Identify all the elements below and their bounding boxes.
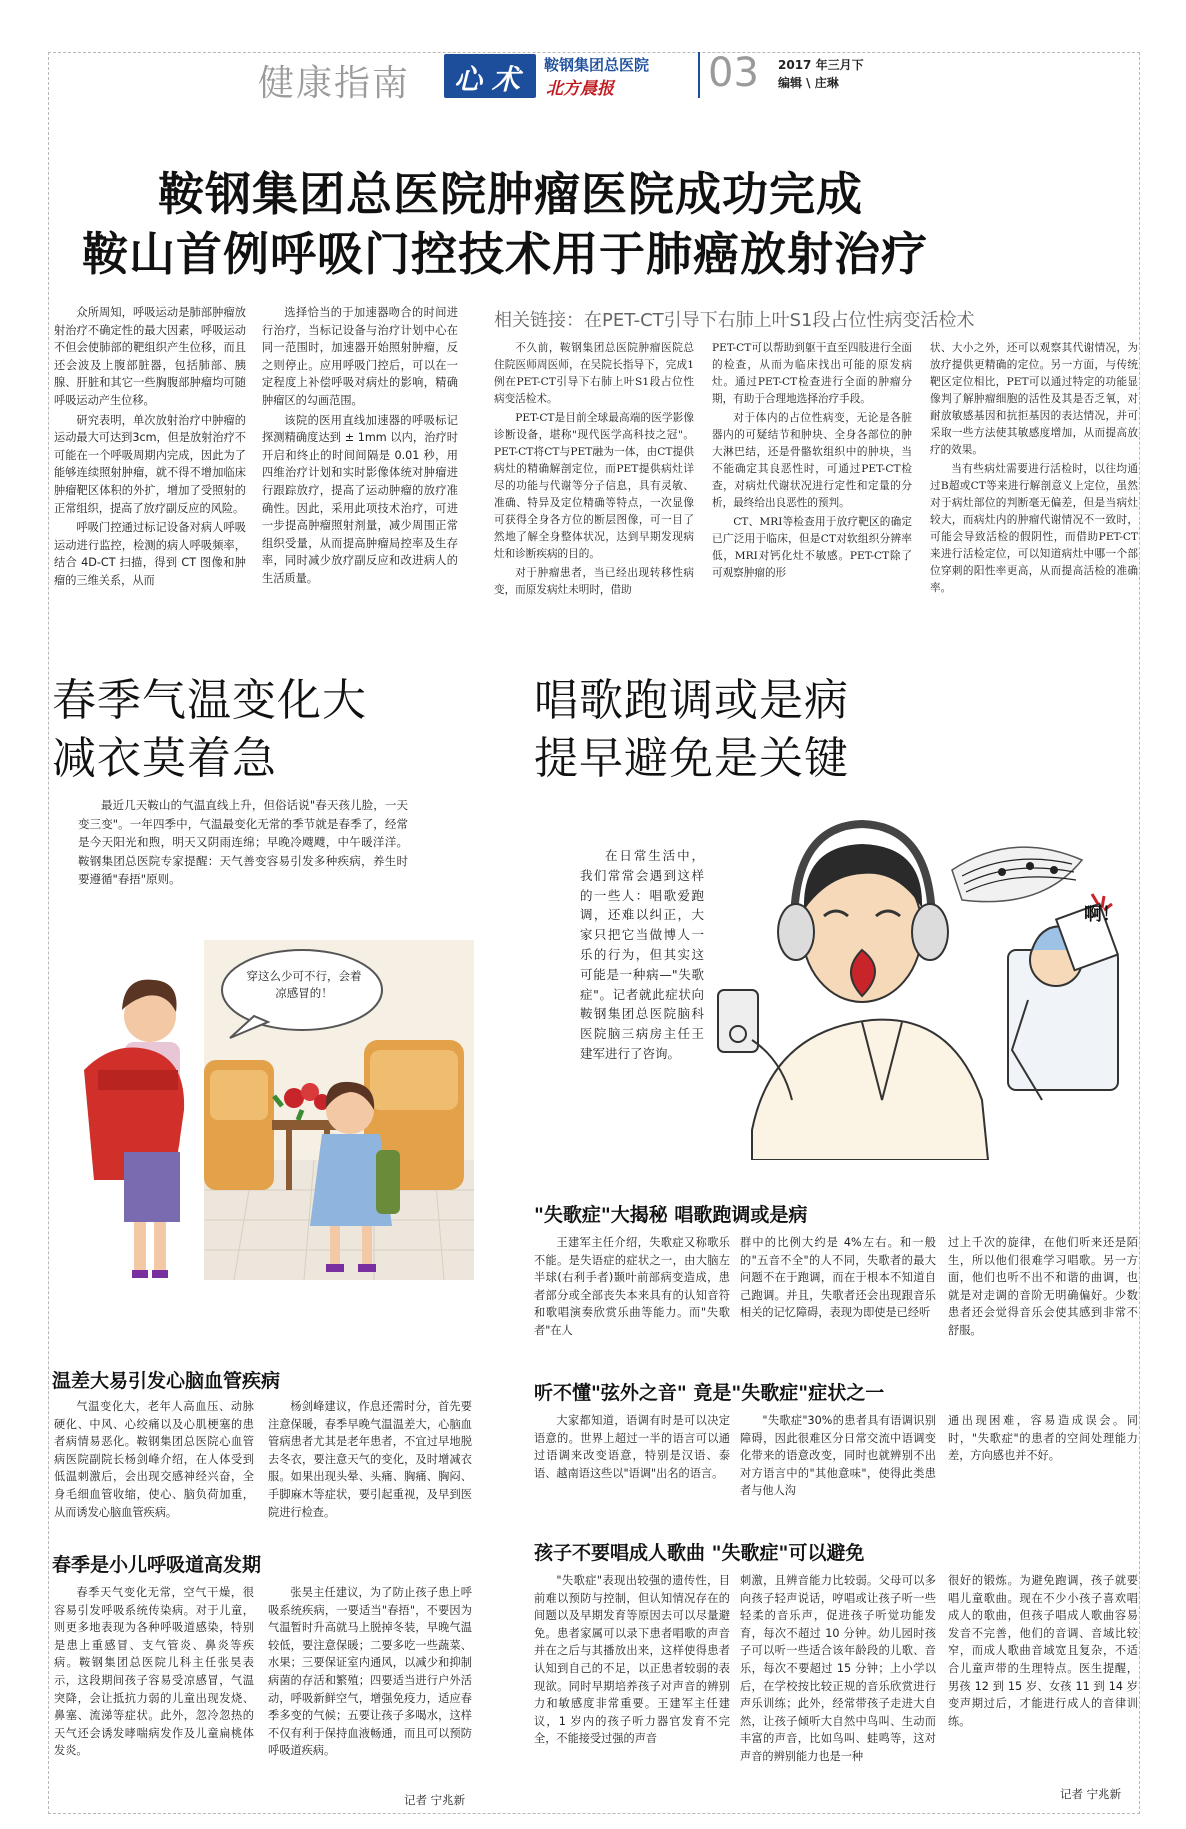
spring-intro [78, 796, 408, 906]
singing-sub3-col1-text: "失歌症"表现出较强的遗传性，目前难以预防与控制，但认知情况存在的间题以及早期发育等原因去可以尽量避免。患者家属可以录下患者唱歌的声音并在之后与其播放出来，这样使得患者认知到自己的不足，以正患者较弱的表现欲。同时早期培养孩子对声音的辨别力和敏感度非常重要。王建军主任建议，1 岁内的孩子听力器官发育不完全，不能接受过强的声音 [534, 1574, 730, 1746]
editor-credit: 编辑 \ 庄琳 [778, 76, 839, 90]
related-column-3 [930, 340, 1138, 620]
singing-sub3-col2-text: 刺激，且辨音能力比较弱。父母可以多向孩子轻声说话，哼唱或让孩子听一些轻柔的音乐声，促进孩子听觉功能发育，每次不超过 10 分钟。幼儿园时孩子可以听一些适合该年龄段的儿歌、音乐，每次不要超过 15 分钟；上小学以后，在学校按比较正规的音乐欣赏进行声乐训练；此外，经常带孩子走进大自然，让孩子倾听大自然中鸟叫、生动而丰富的声音，比如鸟叫、蛙鸣等，这对声音的辨别能力也是一种 [740, 1574, 936, 1763]
lead-col1-p1: 众所周知，呼吸运动是肺部肿瘤放射治疗不确定性的最大因素，呼吸运动不但会使肺部的靶组织产生位移，而且还会波及上腹部脏器，包括肺部、胰腺、肝脏和其它一些胸腹部肿瘤均可随呼吸运动产生位移。 [54, 306, 246, 407]
singing-sub2-col3-text: 通出现困难，容易造成误会。同时，"失歌症"的患者的空间处理能力差，方向感也并不好。 [948, 1414, 1138, 1463]
section-title: 健康指南 [258, 63, 411, 104]
spring-sub2-col1-text: 春季天气变化无常，空气干燥，很容易引发呼吸系统传染病。对于儿童，则更多地表现为各种呼吸道感染，特别是患上重感冒、支气管炎、鼻炎等疾病。鞍钢集团总医院儿科主任张昊表示，这段期间孩子容易受凉感冒，气温突降，会让抵抗力弱的儿童出现发烧、鼻塞、流涕等症状。此外，忽冷忽热的天气还会诱发哮喘病发作及儿童扁桃体发炎。 [54, 1586, 254, 1758]
spring-sub2-col2 [268, 1584, 472, 1792]
singing-sub3-col3-text: 很好的锻炼。为避免跑调，孩子就要唱儿童歌曲。现在不少小孩子喜欢唱成人的歌曲，但孩子唱成人歌曲容易发音不完善，他们的音调、音域比较窄，而成人歌曲音域宽且复杂，不适合儿童声带的生理特点。医生提醒，男孩 12 到 15 岁、女孩 11 到 14 岁变声期过后，才能进行成人的音律训练。 [948, 1574, 1138, 1728]
singing-illustration [712, 800, 1138, 1160]
spring-sub1-col2-text: 杨剑峰建议，作息还需时分，首先要注意保暖，春季早晚气温温差大，心脑血管病患者尤其是老年患者，不宜过早地脱去冬衣，要注意天气的变化，及时增减衣服。如果出现头晕、头痛、胸痛、胸闷、手脚麻木等症状，要引起重视，及早到医院进行检查。 [268, 1400, 472, 1518]
singing-sub3-col3 [948, 1572, 1138, 1780]
singing-sub2-title: 听不懂"弦外之音" 竟是"失歌症"症状之一 [534, 1382, 885, 1404]
related-col2-p1: PET-CT可以帮助到躯干直至四肢进行全面的检查，从而为临床找出可能的原发病灶。通过PET-CT检查进行全面的肿瘤分期，有助于合理地选择治疗手段。 [712, 342, 912, 405]
spring-title-line1: 春季气温变化大 [52, 675, 367, 726]
lead-col2-p1: 选择恰当的于加速器吻合的时间进行治疗，当标记设备与治疗计划中心在同一范围时，加速器开始照射肿瘤，反之则停止。应用呼吸门控后，可以在一定程度上补偿呼吸对病灶的影响，精确肿瘤区的勾画范围。 [262, 306, 458, 407]
column-logo-text: 心 术 [454, 63, 520, 96]
related-col2-p2: 对于体内的占位性病变，无论是各脏器内的可疑结节和肿块、全身各部位的肿大淋巴结，还是骨骼软组织中的肿块，当不能确定其良恶性时，可通过PET-CT检查，对病灶代谢状况进行定性和定量的分析，最终给出良恶性的预判。 [712, 412, 912, 509]
spring-sub2-col2-text: 张昊主任建议，为了防止孩子患上呼吸系统疾病，一要适当"春捂"，不要因为气温暂时升高就马上脱掉冬装，早晚气温较低，要注意保暖；二要多吃一些蔬菜、水果；三要保证室内通风，以减少和抑制病菌的存活和繁殖；四要适当进行户外活动，呼吸新鲜空气，增强免疫力，适应春季多变的气候；五要让孩子多喝水，这样不仅有利于保持血液畅通，而且可以预防呼吸道疾病。 [268, 1586, 472, 1758]
related-col3-p2: 当有些病灶需要进行活检时，以往均通过B超或CT等来进行解剖意义上定位，虽然对于病灶部位的判断毫无偏差，但是当病灶较大，而病灶内的肿瘤代谢情况不一致时，可能会导致活检的假阴性，而借助PET-CT来进行活检定位，可以知道病灶中哪一个部位穿刺的阳性率更高，从而提高活检的准确率。 [930, 463, 1138, 594]
singing-intro [580, 846, 704, 1146]
lead-col2-p2: 该院的医用直线加速器的呼吸标记探测精确度达到 ± 1mm 以内，治疗时开启和终止的时间间隔是 0.01 秒，用四维治疗计划和实时影像体统对肿瘤进行跟踪放疗，提高了运动肿瘤的放疗准确性。因此，采用此项技术治疗，可进一步提高肿瘤照射剂量，减少周围正常组织受量，从而提高肿瘤局控率及生存率，同时减少放疗副反应和改进病人的生活质量。 [262, 413, 458, 585]
hospital-name: 鞍钢集团总医院 [544, 56, 650, 74]
related-col2-p3: CT、MRI等检查用于放疗靶区的确定已广泛用于临床，但是CT对软组织分辨率低，MRI对钙化灶不敏感。PET-CT除了可观察肿瘤的形 [712, 516, 912, 579]
spring-sub1-col2 [268, 1398, 472, 1518]
singer-illustration [712, 800, 1138, 1160]
spring-byline: 记者 宁兆新 [404, 1793, 466, 1807]
spring-sub1-col1-text: 气温变化大，老年人高血压、动脉硬化、中风、心绞痛以及心肌梗塞的患者病情易恶化。鞍钢集团总医院心血管病医院副院长杨剑峰介绍，在人体受到低温刺激后，会出现交感神经兴奋，全身毛细血管收缩，使心、脑负荷加重，从而诱发心脑血管疾病。 [54, 1400, 254, 1518]
singing-sub1-col3 [948, 1234, 1138, 1356]
singing-sub3-col1 [534, 1572, 730, 1810]
spring-sub1-title: 温差大易引发心脑血管疾病 [52, 1370, 281, 1392]
newspaper-name: 北方晨报 [546, 79, 614, 99]
related-link-title: 相关链接：在PET-CT引导下右肺上叶S1段占位性病变活检术 [494, 310, 975, 331]
singing-sub2-col1 [534, 1412, 730, 1512]
singing-title-line1: 唱歌跑调或是病 [534, 675, 849, 726]
spring-illustration [54, 920, 474, 1320]
spring-sub2-title: 春季是小儿呼吸道高发期 [52, 1554, 262, 1576]
lead-col1-p3: 呼吸门控通过标记设备对病人呼吸运动进行监控，检测的病人呼吸频率，结合 4D-CT 扫描，得到 CT 图像和肿瘤的三维关系，从而 [54, 521, 246, 587]
singing-sub3-title: 孩子不要唱成人歌曲 "失歌症"可以避免 [534, 1542, 865, 1564]
singing-byline: 记者 宁兆新 [1060, 1787, 1122, 1801]
singing-sub2-col1-text: 大家都知道，语调有时是可以决定语意的。世界上超过一半的语言可以通过语调来改变语意，特别是汉语、泰语、越南语这些以"语调"出名的语言。 [534, 1414, 730, 1480]
spring-sub2-col1 [54, 1584, 254, 1809]
singing-sub2-col2-text: "失歌症"30%的患者具有语调识别障碍，因此很难区分日常交流中语调变化带来的语意改变，同时也就辨别不出对方语言中的"其他意味"，使得此类患者与他人沟 [740, 1414, 936, 1498]
singing-sub1-col2-text: 群中的比例大约是 4%左右。和一般的"五音不全"的人不同，失歌者的最大问题不在于跑调，而在于根本不知道自己跑调。并且，失歌者还会出现跟音乐相关的记忆障碍，表现为即使是已经听 [740, 1236, 936, 1320]
singing-sub1-col1 [534, 1234, 730, 1356]
singing-sub1-col3-text: 过上千次的旋律，在他们听来还是陌生，所以他们很难学习唱歌。另一方面，他们也听不出不和谐的曲调，也就是对走调的音阶无明确偏好。少数患者还会觉得音乐会使其感到非常不舒服。 [948, 1236, 1138, 1337]
lead-column-2 [262, 304, 458, 616]
page-number: 03 [708, 50, 759, 96]
header-divider [698, 52, 700, 98]
singing-title-line2: 提早避免是关键 [534, 733, 849, 784]
lead-column-1 [54, 304, 246, 616]
issue-date: 2017 年三月下 [778, 58, 864, 72]
column-logo [444, 54, 536, 98]
lead-col1-p2: 研究表明，单次放射治疗中肿瘤的运动最大可达到3cm，但是放射治疗不可能在一个呼吸周期内完成，因此为了能够连续照射肿瘤，就不得不增加临床肿瘤靶区体积的外扩，增加了受照射的正常组织，提高了放疗副反应的风险。 [54, 413, 246, 515]
singing-sub2-col2 [740, 1412, 936, 1512]
related-column-1 [494, 340, 694, 620]
lead-title-line1: 鞍钢集团总医院肿瘤医院成功完成 [158, 167, 863, 221]
singing-intro-text: 在日常生活中，我们常常会遇到这样的一些人：唱歌爱跑调，还难以纠正，大家只把它当做博人一乐的行为，但其实这可能是一种病—"失歌症"。记者就此症状向鞍钢集团总医院脑科医院脑三病房主任王建军进行了咨询。 [580, 848, 704, 1061]
singing-sub1-col1-text: 王建军主任介绍，失歌症又称歌乐不能。是失语症的症状之一，由大脑左半球(右利手者)颞叶前部病变造成，患者部分或全部丧失本来具有的认知音符和歌唱演奏欣赏乐曲等能力。而"失歌者"在人 [534, 1236, 730, 1337]
singing-sub3-col2 [740, 1572, 936, 1810]
singing-sub2-col3 [948, 1412, 1138, 1512]
exclaim-text: 啊！ [1084, 904, 1120, 925]
lead-title-line2: 鞍山首例呼吸门控技术用于肺癌放射治疗 [82, 227, 928, 281]
spring-sub1-col1 [54, 1398, 254, 1518]
singing-sub1-title: "失歌症"大揭秘 唱歌跑调或是病 [534, 1204, 808, 1226]
spring-title-line2: 减衣莫着急 [52, 733, 277, 784]
related-col1-p1: 不久前，鞍钢集团总医院肿瘤医院总住院医师周医师，在吴院长指导下，完成1例在PET-CT引导下右肺上叶S1段占位性病变活检术。 [494, 342, 694, 405]
singing-sub1-col2 [740, 1234, 936, 1356]
related-col3-p1: 状、大小之外，还可以观察其代谢情况，为放疗提供更精确的定位。另一方面，与传统靶区定位相比，PET可以通过特定的功能显像判了解肿瘤细胞的活性及其是否乏氧，对耐放敏感基因和抗拒基因的表达情况，并可采取一些方法使其敏感度增加，从而提高放疗的效果。 [930, 342, 1138, 456]
speech-bubble-text: 穿这么少可不行，会着凉感冒的！ [246, 969, 362, 1000]
masthead [248, 52, 908, 104]
related-col1-p3: 对于肿瘤患者，当已经出现转移性病变，而原发病灶未明时，借助 [494, 567, 694, 596]
spring-intro-text: 最近几天鞍山的气温直线上升，但俗话说"春天孩儿脸，一天变三变"。一年四季中，气温最变化无常的季节就是春季了，经常是今天阳光和煦，明天又阴雨连绵；早晚冷飕飕，中午暖洋洋。鞍钢集团总医院专家提醒：天气善变容易引发多种疾病，养生时要遵循"春捂"原则。 [78, 798, 408, 886]
related-col1-p2: PET-CT是目前全球最高端的医学影像诊断设备，堪称"现代医学高科技之冠"。PET-CT将CT与PET融为一体，由CT提供病灶的精确解剖定位，而PET提供病灶详尽的功能与代谢等分子信息，具有灵敏、准确、特异及定位精确等特点，一次显像可获得全身各方位的断层图像，可一目了然地了解全身整体状况，达到早期发现病灶和诊断疾病的目的。 [494, 412, 694, 560]
related-column-2 [712, 340, 912, 620]
